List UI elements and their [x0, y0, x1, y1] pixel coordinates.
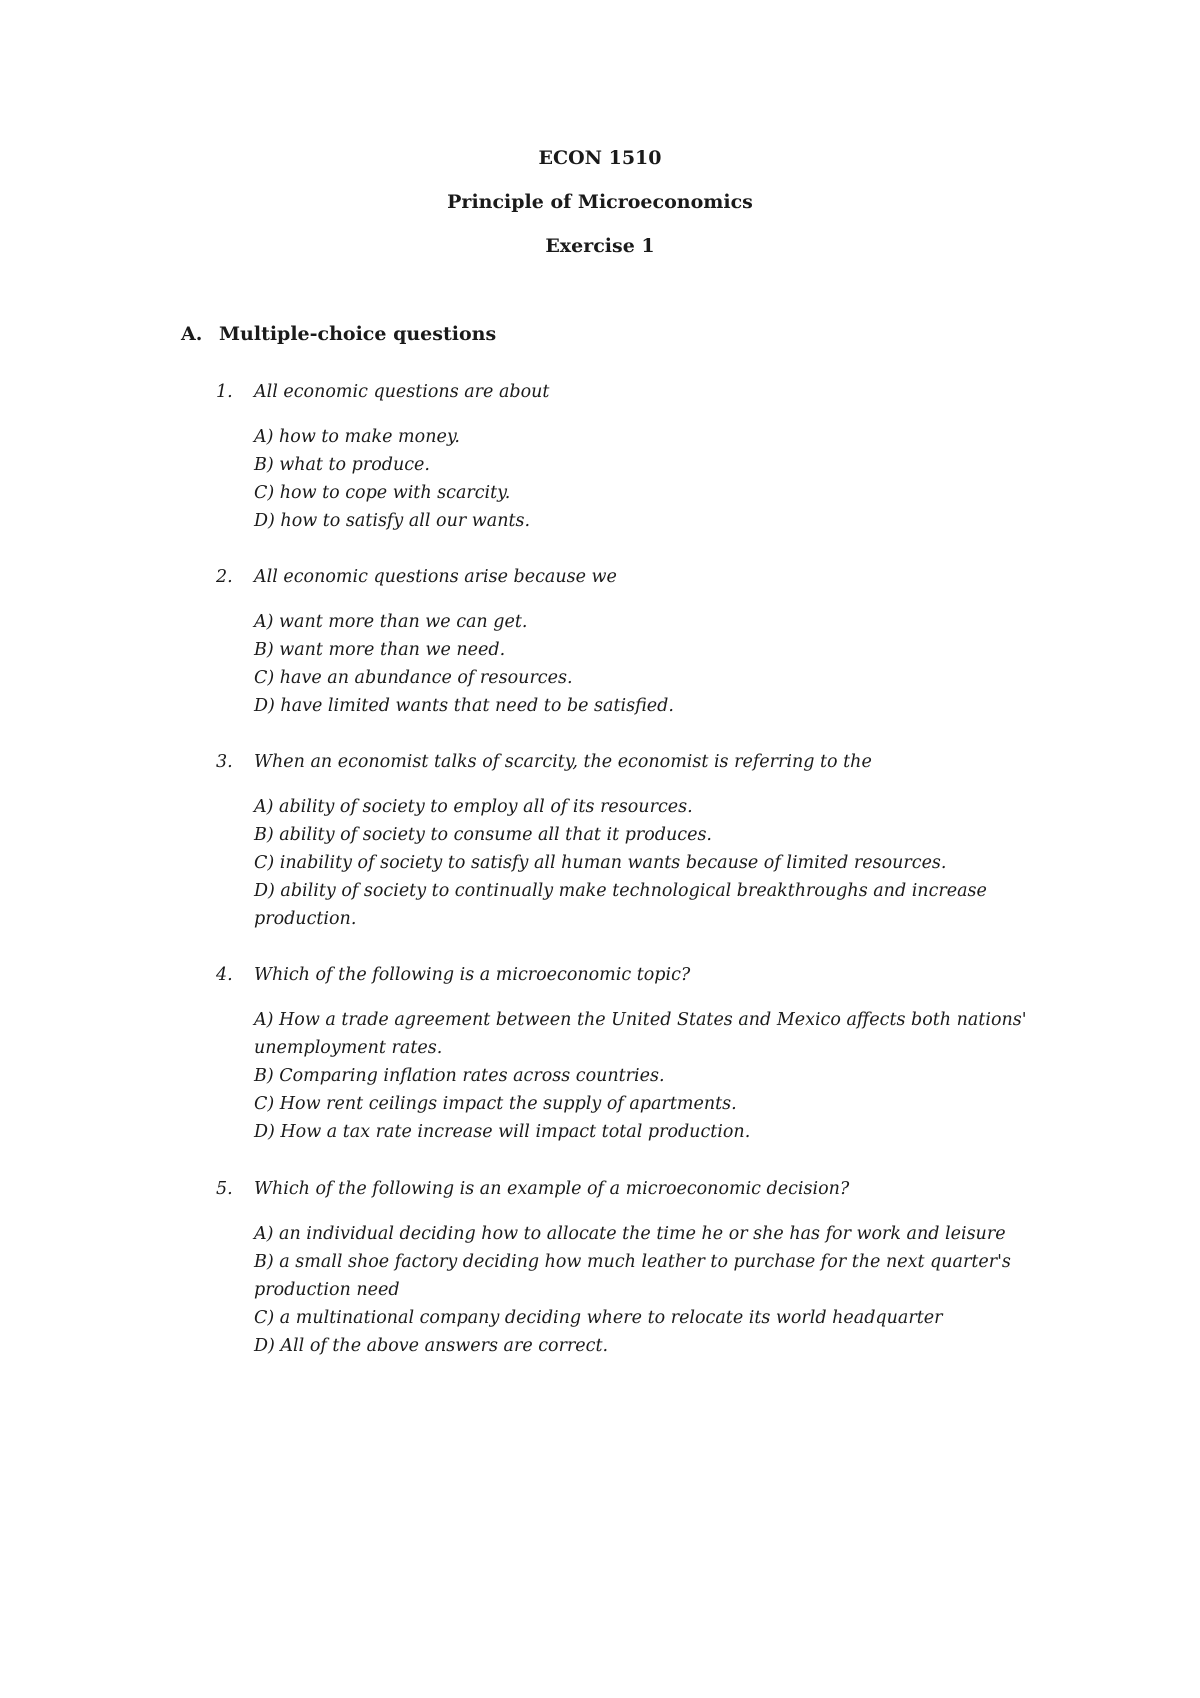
- answer-options: [216, 1006, 1056, 1146]
- question-4: [216, 961, 1056, 1146]
- question-stem: All economic questions are about: [254, 382, 550, 402]
- question-2: [216, 563, 1056, 720]
- option-b: B) a small shoe factory deciding how much leather to purchase for the next quarter's production need: [254, 1252, 1011, 1300]
- option-d: D) how to satisfy all our wants.: [254, 511, 531, 531]
- option-b: B) want more than we need.: [254, 640, 506, 660]
- question-5: [216, 1175, 1056, 1360]
- exercise-title: Exercise 1: [545, 235, 655, 257]
- question-stem: All economic questions arise because we: [254, 567, 617, 587]
- answer-options: [216, 1220, 1056, 1360]
- course-title: Principle of Microeconomics: [447, 191, 753, 213]
- option-b: B) ability of society to consume all that it produces.: [254, 825, 712, 845]
- section-title: Multiple-choice questions: [219, 323, 497, 345]
- answer-options: [216, 608, 1056, 720]
- question-number: 1.: [216, 382, 233, 402]
- section-heading: [181, 322, 496, 346]
- question-number: 2.: [216, 567, 233, 587]
- question-1: [216, 378, 1056, 535]
- option-d: D) ability of society to continually make technological breakthroughs and increase production.: [254, 881, 987, 929]
- option-c: C) a multinational company deciding where to relocate its world headquarter: [254, 1308, 943, 1328]
- question-stem: Which of the following is an example of a microeconomic decision?: [254, 1179, 850, 1199]
- question-stem: Which of the following is a microeconomic topic?: [254, 965, 691, 985]
- course-code: ECON 1510: [538, 147, 662, 169]
- option-a: A) want more than we can get.: [254, 612, 528, 632]
- option-a: A) an individual deciding how to allocate the time he or she has for work and leisure: [254, 1224, 1006, 1244]
- option-d: D) All of the above answers are correct.: [254, 1336, 609, 1356]
- section-letter: A.: [181, 323, 203, 345]
- option-b: B) Comparing inflation rates across countries.: [254, 1066, 665, 1086]
- option-d: D) have limited wants that need to be satisfied.: [254, 696, 674, 716]
- option-c: C) inability of society to satisfy all human wants because of limited resources.: [254, 853, 947, 873]
- option-b: B) what to produce.: [254, 455, 430, 475]
- option-c: C) how to cope with scarcity.: [254, 483, 511, 503]
- question-number: 5.: [216, 1179, 233, 1199]
- answer-options: [216, 423, 1056, 535]
- question-3: [216, 748, 1056, 933]
- option-a: A) How a trade agreement between the United States and Mexico affects both nations' unemployment rates.: [254, 1010, 1027, 1058]
- option-d: D) How a tax rate increase will impact total production.: [254, 1122, 751, 1142]
- question-number: 4.: [216, 965, 233, 985]
- option-a: A) how to make money.: [254, 427, 460, 447]
- option-c: C) How rent ceilings impact the supply of apartments.: [254, 1094, 737, 1114]
- answer-options: [216, 793, 1056, 933]
- option-a: A) ability of society to employ all of its resources.: [254, 797, 693, 817]
- question-stem: When an economist talks of scarcity, the economist is referring to the: [254, 752, 872, 772]
- option-c: C) have an abundance of resources.: [254, 668, 573, 688]
- question-number: 3.: [216, 752, 233, 772]
